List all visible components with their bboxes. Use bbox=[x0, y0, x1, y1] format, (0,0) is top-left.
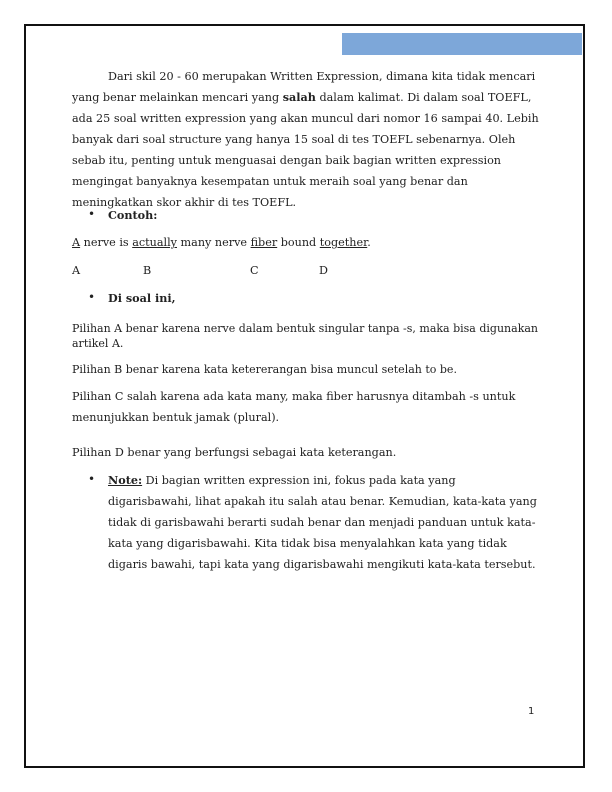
note-paragraph bbox=[108, 470, 540, 575]
analysis-b: Pilihan B benar karena kata ketererangan bisa muncul setelah to be. bbox=[72, 363, 457, 376]
bullet-icon: • bbox=[88, 207, 96, 221]
intro-bold-word: salah bbox=[282, 90, 316, 104]
answer-letters bbox=[72, 260, 542, 280]
letter-d: D bbox=[319, 264, 328, 277]
header-bar bbox=[342, 33, 582, 55]
note-text: Di bagian written expression ini, fokus pada kata yang digarisbawahi, lihat apakah itu salah atau benar. Kemudian, kata-kata yang tidak di garisbawahi berarti sudah benar dan menjadi panduan untuk kata-kata yang digarisbawahi. Kita tidak bisa menyalahkan kata yang tidak digaris bawahi, tapi kata yang digarisbawahi mengikuti kata-kata tersebut. bbox=[108, 474, 537, 571]
analysis-c: Pilihan C salah karena ada kata many, maka fiber harusnya ditambah -s untuk menunjukkan bentuk jamak (plural). bbox=[72, 390, 516, 424]
intro-end: dalam kalimat. Di dalam soal TOEFL, ada 25 soal written expression yang akan muncul dari nomor 16 sampai 40. Lebih banyak dari soal structure yang hanya 15 soal di tes TOEFL sebenarnya. Oleh sebab itu, penting untuk menguasai dengan baik bagian written expression mengingat banyaknya kesempatan untuk meraih soal yang benar dan meningkatkan skor akhir di tes TOEFL. bbox=[72, 91, 539, 209]
bullet-icon: • bbox=[88, 290, 96, 304]
note-label: Note: bbox=[108, 473, 143, 487]
letter-c: C bbox=[250, 264, 259, 277]
intro-start: Dari skil 20 - 60 merupakan Written Expression, dimana kita tidak mencari yang benar melainkan mencari yang bbox=[72, 70, 536, 104]
page-number: 1 bbox=[528, 706, 535, 717]
intro-paragraph bbox=[72, 66, 542, 213]
example-sentence: A nerve is actually many nerve fiber bound together. bbox=[72, 236, 371, 249]
example-heading: Contoh: bbox=[108, 208, 158, 222]
analysis-d: Pilihan D benar yang berfungsi sebagai kata keterangan. bbox=[72, 446, 397, 459]
letter-a: A bbox=[72, 264, 81, 277]
letter-b: B bbox=[143, 264, 152, 277]
analysis-heading: Di soal ini, bbox=[108, 291, 176, 305]
analysis-a: Pilihan A benar karena nerve dalam bentuk singular tanpa -s, maka bisa digunakan artikel A. bbox=[72, 322, 539, 350]
bullet-icon: • bbox=[88, 472, 96, 486]
